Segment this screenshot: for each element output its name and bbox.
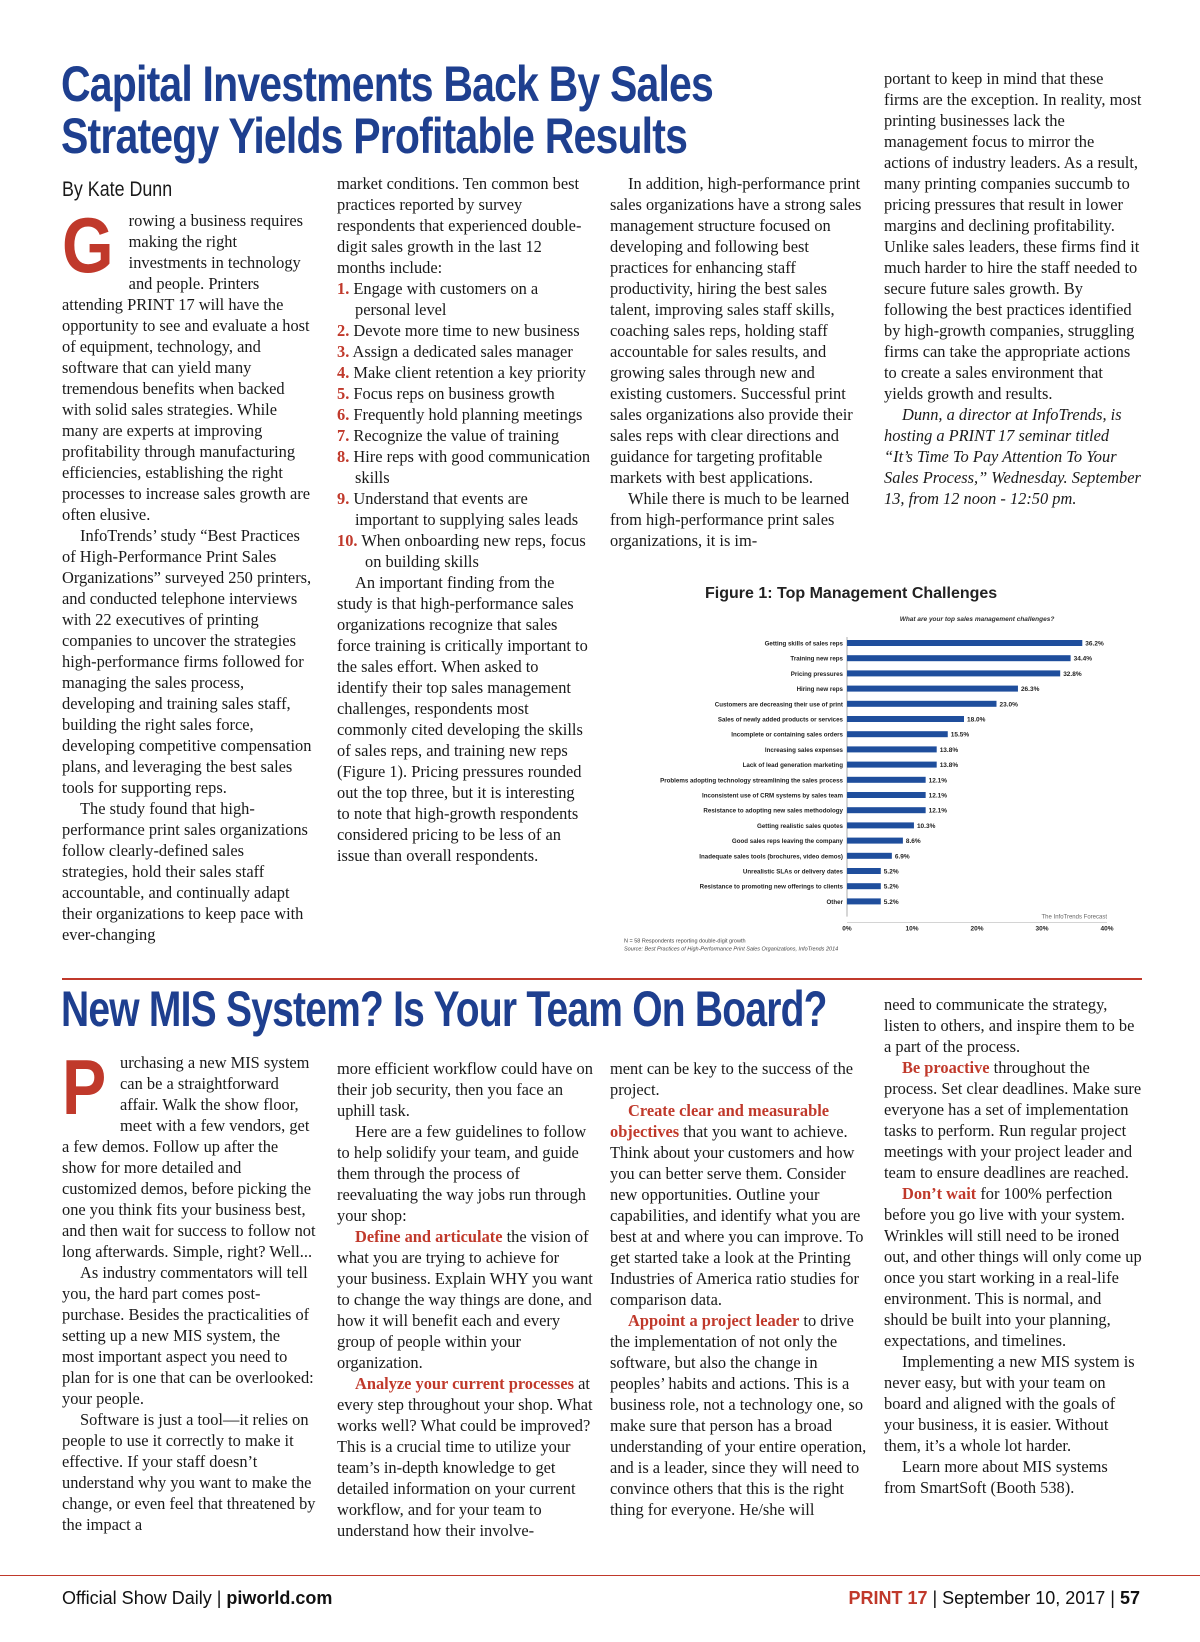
list-item-number: 4. <box>337 363 350 382</box>
article1-p7: While there is much to be learned from high-performance print sales organizations, it is im- <box>610 489 850 550</box>
bar <box>847 838 903 844</box>
x-tick-label: 40% <box>1100 925 1114 933</box>
article1-column-4 <box>884 68 1142 578</box>
value-label: 34.4% <box>1073 655 1093 663</box>
article2-column-3 <box>610 1058 868 1564</box>
bar <box>847 868 881 874</box>
category-label: Inadequate sales tools (brochures, video demos) <box>699 853 843 861</box>
article1-headline <box>61 58 717 162</box>
subhead-define: Define and articulate <box>355 1227 503 1246</box>
article1-column-3 <box>610 173 867 571</box>
chart-note: N = 58 Respondents reporting double-digit growth <box>624 938 746 945</box>
list-item-text: Assign a dedicated sales manager <box>352 342 573 361</box>
value-label: 32.8% <box>1063 670 1082 678</box>
article2-p9: that you want to achieve. Think about your customers and how you can better serve them. Consider new opportunities. Outline your capabilities, and identify what you are best at and where you can improve. To get started take a look at the Printing Industries of America ratio studies for comparison data. <box>610 1122 864 1309</box>
list-item-number: 8. <box>337 447 350 466</box>
dropcap-g: G <box>62 201 114 289</box>
category-label: Getting realistic sales quotes <box>757 822 843 830</box>
footer-rule <box>0 1575 1200 1576</box>
x-tick-label: 10% <box>905 925 919 933</box>
category-label: Inconsistent use of CRM systems by sales team <box>702 792 843 800</box>
value-label: 5.2% <box>883 883 899 891</box>
article2-column-2 <box>337 1058 593 1564</box>
list-item-number: 7. <box>337 426 350 445</box>
list-item <box>337 341 591 362</box>
article2-p5: Here are a few guidelines to follow to help solidify your team, and guide them through the process of reevaluating the way jobs run through your shop: <box>337 1122 587 1225</box>
list-item <box>337 362 591 383</box>
list-item-text: Recognize the value of training <box>353 426 560 445</box>
category-label: Resistance to adopting new sales methodology <box>703 807 843 815</box>
author-bio: Dunn, a director at InfoTrends, is hosting a PRINT 17 seminar titled “It’s Time To Pay Attention To Your Sales Process,” Wednesday. September 13, from 12 noon - 12:50 pm. <box>884 405 1141 508</box>
bar <box>847 898 881 904</box>
value-label: 12.1% <box>928 807 948 815</box>
article1-p1: rowing a business requires making the right investments in technology and people. Printers attending PRINT 17 will have the opportunity to see and evaluate a host of equipment, technology, and software that can yield many tremendous benefits when backed with solid sales strategies. While many are experts at improving profitability through manufacturing efficiencies, establishing the right processes to increase sales growth are often elusive. <box>62 211 311 524</box>
list-item <box>337 488 591 530</box>
list-item-text: Make client retention a key priority <box>353 363 586 382</box>
article1-p6: In addition, high-performance print sales organizations have a strong sales management structure focused on developing and following best practices for enhancing staff productivity, hiring the best sales talent, improving sales staff skills, coaching sales reps, holding staff accountable for sales results, and growing sales through new and existing customers. Successful print sales organizations also provide their sales reps with clear directions and guidance for targeting profitable markets with best applications. <box>610 174 862 487</box>
article2-p15: Learn more about MIS systems from SmartSoft (Booth 538). <box>884 1457 1108 1497</box>
x-tick-label: 0% <box>842 925 852 933</box>
value-label: 26.3% <box>1020 686 1040 694</box>
value-label: 13.8% <box>939 746 959 754</box>
value-label: 5.2% <box>883 868 899 876</box>
list-item <box>337 446 591 488</box>
value-label: 15.5% <box>950 731 970 739</box>
subhead-create: Create clear and measurable objectives <box>610 1101 830 1141</box>
category-label: Other <box>826 898 843 906</box>
article2-p4: more efficient workflow could have on their job security, then you face an uphill task. <box>337 1059 593 1120</box>
article2-p1: urchasing a new MIS system can be a straightforward affair. Walk the show floor, meet with a few vendors, get a few demos. Follow up after the show for more detailed and customized demos, before picking the one you think fits your business best, and then wait for success to follow not long afterwards. Simple, right? Well... <box>62 1053 316 1261</box>
bar <box>847 640 1082 646</box>
article1-p3: The study found that high-performance print sales organizations follow clearly-defined sales strategies, hold their sales staff accountable, and continually adapt their organizations to keep pace with ever-changing <box>62 799 308 944</box>
category-label: Increasing sales expenses <box>764 746 843 754</box>
footer-brand: PRINT 17 <box>848 1588 928 1608</box>
subhead-proactive: Be proactive <box>902 1058 990 1077</box>
list-item-text: Devote more time to new business <box>353 321 580 340</box>
list-item-number: 1. <box>337 279 350 298</box>
bar <box>847 670 1060 676</box>
article1-column-2 <box>337 173 591 970</box>
value-label: 10.3% <box>916 822 936 830</box>
article2-p10: to drive the implementation of not only the software, but also the change in peoples’ habits and actions. This is a business role, not a technology one, so make sure that person has a broad understanding of your entire operation, and is a leader, since they will need to convince others that this is the right thing for everyone. He/she will <box>610 1311 867 1519</box>
article2-p13: for 100% perfection before you go live with your system. Wrinkles will still need to be ironed out, and other things will only come up once you start working in a real-life environment. This is normal, and should be built into your planning, expectations, and timelines. <box>884 1184 1142 1350</box>
bar <box>847 701 997 707</box>
page-number: 57 <box>1119 1588 1140 1608</box>
list-item <box>337 278 591 320</box>
article2-p6: the vision of what you are trying to achieve for your business. Explain WHY you want to change the way things are done, and how it will benefit each and every group of people within your organization. <box>337 1227 593 1372</box>
footer-date: | September 10, 2017 | <box>927 1588 1120 1608</box>
subhead-appoint: Appoint a project leader <box>628 1311 800 1330</box>
list-item-number: 5. <box>337 384 350 403</box>
category-label: Unrealistic SLAs or delivery dates <box>742 868 843 876</box>
best-practices-list <box>337 278 591 572</box>
article1-column-1 <box>62 201 312 970</box>
category-label: Incomplete or containing sales orders <box>731 731 843 739</box>
category-label: Sales of newly added products or services <box>717 716 843 724</box>
list-item-number: 9. <box>337 489 350 508</box>
list-item-text: Focus reps on business growth <box>353 384 555 403</box>
article2-column-4 <box>884 994 1142 1564</box>
category-label: Problems adopting technology streamlining the sales process <box>660 777 843 785</box>
article1-p2: InfoTrends’ study “Best Practices of High-Performance Print Sales Organizations” surveyed 250 printers, and conducted telephone interviews with 22 executives of printing companies to uncover the strategies high-performance firms followed for managing the sales process, developing and training sales staff, building the right sales force, developing competitive compensation plans, and leveraging the best sales tools for supporting reps. <box>62 526 312 797</box>
value-label: 6.9% <box>894 853 910 861</box>
article1-p5: An important finding from the study is that high-performance sales organizations recognize that sales force training is critically important to the sales effort. When asked to identify their top sales management challenges, respondents most commonly cited developing the skills of sales reps, and training new reps (Figure 1). Pricing pressures rounded out the top three, but it is interesting to note that high-growth respondents considered pricing to be less of an issue than overall respondents. <box>337 573 588 865</box>
value-label: 18.0% <box>967 716 986 724</box>
figure-1 <box>602 585 1142 953</box>
byline: By Kate Dunn <box>62 178 173 201</box>
value-label: 13.8% <box>939 762 959 770</box>
list-item <box>337 425 591 446</box>
footer-right <box>848 1588 1140 1609</box>
list-item <box>337 383 591 404</box>
value-label: 12.1% <box>928 777 948 785</box>
category-label: Hiring new reps <box>796 686 843 694</box>
bar <box>847 822 914 828</box>
list-item-text: When onboarding new reps, focus on building skills <box>361 531 586 571</box>
x-tick-label: 20% <box>970 925 984 933</box>
headline-line2: Strategy Yields Profitable Results <box>61 108 688 164</box>
section-divider <box>62 978 1142 980</box>
value-label: 12.1% <box>928 792 948 800</box>
article2-p7: at every step throughout your shop. What works well? What could be improved? This is a crucial time to utilize your team’s in-depth knowledge to get detailed information on your current workflow, and for your team to understand how their involve- <box>337 1374 593 1540</box>
dropcap-p: P <box>62 1043 107 1131</box>
article2-p3: Software is just a tool—it relies on people to use it correctly to make it effective. If your staff doesn’t understand why you want to make the change, or even feel that threatened by the impact a <box>62 1410 316 1534</box>
list-item <box>337 320 591 341</box>
category-label: Lack of lead generation marketing <box>742 762 843 770</box>
bar <box>847 686 1018 692</box>
headline-line1: Capital Investments Back By Sales <box>61 56 714 112</box>
footer-website: piworld.com <box>226 1588 333 1608</box>
bar <box>847 792 926 798</box>
bar <box>847 655 1071 661</box>
footer-left <box>62 1588 332 1609</box>
category-label: Good sales reps leaving the company <box>731 838 843 846</box>
list-item-number: 3. <box>337 342 350 361</box>
chart-credit: Source: Best Practices of High-Performance Print Sales Organizations, InfoTrends 2014 <box>624 946 839 953</box>
x-tick-label: 30% <box>1035 925 1049 933</box>
value-label: 8.6% <box>905 838 921 846</box>
article1-p8: portant to keep in mind that these firms are the exception. In reality, most printing businesses lack the management focus to mirror the actions of industry leaders. As a result, many printing companies succumb to pricing pressures that result in lower margins and declining profitability. Unlike sales leaders, these firms find it much harder to hire the staff needed to secure future sales growth. By following the best practices identified by high-growth companies, struggling firms can take the appropriate actions to create a sales environment that yields growth and results. <box>884 69 1142 403</box>
value-label: 23.0% <box>999 701 1018 709</box>
bar <box>847 883 881 889</box>
list-item <box>337 404 591 425</box>
subhead-dont-wait: Don’t wait <box>902 1184 977 1203</box>
article2-headline: New MIS System? Is Your Team On Board? <box>61 981 827 1037</box>
bar <box>847 807 926 813</box>
list-item-number: 6. <box>337 405 350 424</box>
bar <box>847 716 964 722</box>
article1-p4: market conditions. Ten common best practices reported by survey respondents that experienced double-digit sales growth in the last 12 months include: <box>337 174 582 277</box>
bar <box>847 762 937 768</box>
list-item-text: Engage with customers on a personal level <box>353 279 539 319</box>
figure-title: Figure 1: Top Management Challenges <box>705 585 998 602</box>
article2-p12: throughout the process. Set clear deadlines. Make sure everyone has a set of implementation tasks to perform. Run regular project meetings with your project leader and team to ensure deadlines are reached. <box>884 1058 1142 1182</box>
subhead-analyze: Analyze your current processes <box>355 1374 574 1393</box>
value-label: 36.2% <box>1085 640 1104 648</box>
category-label: Training new reps <box>790 655 843 663</box>
category-label: Resistance to promoting new offerings to clients <box>699 883 843 891</box>
bar <box>847 853 892 859</box>
value-label: 5.2% <box>883 898 899 906</box>
list-item <box>337 530 591 572</box>
category-label: Pricing pressures <box>790 670 843 678</box>
list-item-number: 2. <box>337 321 350 340</box>
chart-subtitle: What are your top sales management challenges? <box>899 616 1055 623</box>
category-label: Customers are decreasing their use of print <box>714 701 843 709</box>
list-item-text: Understand that events are important to supplying sales leads <box>353 489 579 529</box>
category-label: Getting skills of sales reps <box>764 640 843 648</box>
chart-watermark: The InfoTrends Forecast <box>1041 914 1107 921</box>
article2-p2: As industry commentators will tell you, the hard part comes post-purchase. Besides the practicalities of setting up a new MIS system, the most important aspect you need to plan for is one that can be overlooked: your people. <box>62 1263 314 1408</box>
list-item-text: Frequently hold planning meetings <box>353 405 583 424</box>
list-item-text: Hire reps with good communication skills <box>353 447 591 487</box>
article2-column-1 <box>62 1043 316 1564</box>
footer-publication: Official Show Daily | <box>62 1588 227 1608</box>
article2-p8: ment can be key to the success of the project. <box>610 1059 854 1099</box>
article2-p11: need to communicate the strategy, listen to others, and inspire them to be a part of the process. <box>884 995 1135 1056</box>
article2-p14: Implementing a new MIS system is never easy, but with your team on board and aligned with the goals of your business, it is easier. Without them, it’s a whole lot harder. <box>884 1352 1135 1455</box>
bar <box>847 746 937 752</box>
bar <box>847 731 948 737</box>
bar <box>847 777 926 783</box>
list-item-number: 10. <box>337 531 358 550</box>
bar-chart <box>602 585 1142 953</box>
